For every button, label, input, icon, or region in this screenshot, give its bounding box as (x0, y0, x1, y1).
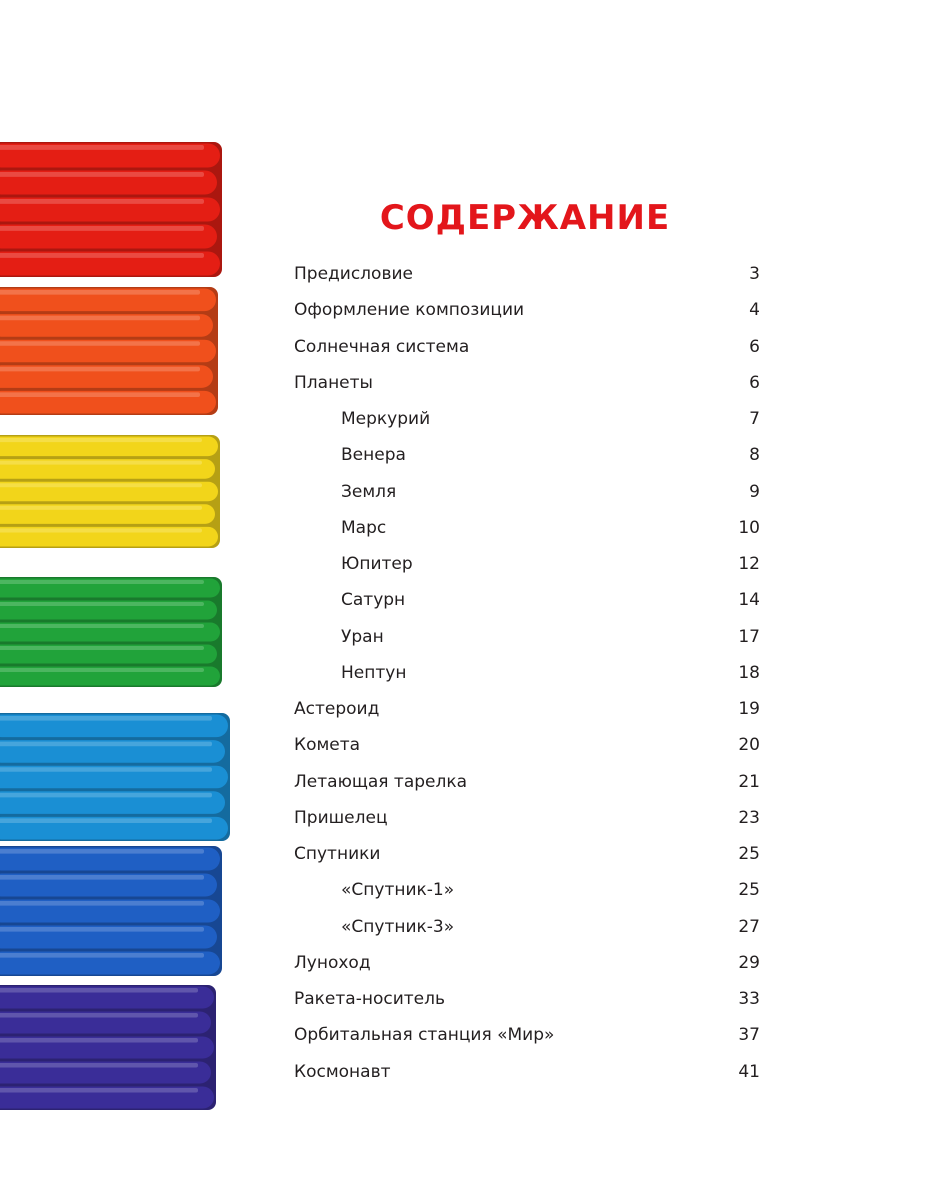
toc-entry (294, 479, 760, 505)
toc-entry-title: «Спутник-3» (341, 916, 455, 937)
toc-entry-page-number: 41 (738, 1061, 760, 1082)
toc-entry-page-number: 7 (749, 409, 760, 429)
toc-entry (294, 1059, 760, 1085)
plasticine-sticks-image (0, 0, 240, 1200)
toc-entry (294, 950, 760, 976)
toc-entry-page-number: 3 (749, 264, 760, 284)
toc-entry (294, 696, 760, 722)
toc-entry-title: Меркурий (341, 409, 431, 429)
toc-entry-page-number: 37 (738, 1025, 760, 1046)
toc-entry (294, 732, 760, 758)
toc-entry (294, 261, 760, 287)
toc-entry-title: Космонавт (294, 1061, 391, 1082)
toc-entry-page-number: 25 (738, 844, 760, 864)
toc-entry (294, 297, 760, 323)
toc-entry-page-number: 33 (738, 989, 760, 1009)
toc-entry (294, 370, 760, 396)
toc-entry-page-number: 21 (738, 771, 760, 792)
toc-entry (294, 515, 760, 541)
toc-entry-page-number: 20 (738, 735, 760, 756)
toc-entry (294, 551, 760, 577)
toc-entry (294, 660, 760, 686)
page-title: СОДЕРЖАНИЕ (379, 198, 671, 238)
toc-entry-title: «Спутник-1» (341, 880, 455, 901)
plasticine-stick (0, 435, 220, 548)
toc-entry-page-number: 9 (749, 481, 760, 502)
toc-entry-title: Луноход (294, 952, 371, 973)
toc-entry-page-number: 25 (738, 880, 760, 901)
toc-entry (294, 805, 760, 831)
toc-entry (294, 986, 760, 1012)
toc-entry (294, 1022, 760, 1048)
toc-entry-title: Солнечная система (294, 336, 470, 357)
toc-entry-page-number: 23 (738, 807, 760, 828)
toc-entry-title: Нептун (341, 662, 407, 683)
toc-entry (294, 406, 760, 432)
toc-entry (294, 877, 760, 903)
plasticine-stick (0, 142, 222, 277)
toc-entry-page-number: 10 (738, 517, 760, 538)
toc-entry-page-number: 6 (749, 336, 760, 357)
toc-entry-page-number: 6 (749, 372, 760, 393)
plasticine-stick (0, 713, 230, 841)
toc-entry-title: Марс (341, 517, 387, 538)
toc-entry-title: Орбитальная станция «Мир» (294, 1025, 555, 1046)
toc-entry (294, 914, 760, 940)
plasticine-stick (0, 577, 222, 687)
toc-entry-page-number: 19 (738, 699, 760, 719)
toc-entry (294, 442, 760, 468)
toc-entry-title: Комета (294, 735, 361, 756)
toc-entry-title: Оформление композиции (294, 300, 525, 321)
toc-entry-page-number: 18 (738, 662, 760, 683)
toc-entry-page-number: 12 (738, 554, 760, 574)
toc-entry-title: Предисловие (294, 264, 413, 284)
toc-entry-title: Уран (341, 626, 384, 647)
toc-entry-title: Астероид (294, 699, 380, 719)
toc-entry (294, 334, 760, 360)
toc-entry (294, 841, 760, 867)
toc-entry-title: Планеты (294, 372, 373, 393)
toc-entry-page-number: 17 (738, 626, 760, 647)
toc-entry-page-number: 4 (749, 300, 760, 321)
toc-entry-title: Пришелец (294, 807, 388, 828)
toc-entry-title: Ракета-носитель (294, 989, 446, 1009)
toc-entry (294, 769, 760, 795)
toc-entry-page-number: 29 (738, 952, 760, 973)
toc-entry-page-number: 14 (738, 590, 760, 611)
plasticine-stick (0, 846, 222, 976)
toc-entry-title: Сатурн (341, 590, 406, 611)
toc-entry-title: Венера (341, 445, 406, 466)
toc-entry-page-number: 8 (749, 445, 760, 466)
toc-entry-title: Земля (341, 481, 397, 502)
toc-entry-page-number: 27 (738, 916, 760, 937)
toc-entry-title: Спутники (294, 844, 381, 864)
plasticine-stick (0, 287, 218, 415)
toc-entry (294, 587, 760, 613)
toc-entry (294, 624, 760, 650)
toc-entry-title: Юпитер (341, 554, 413, 574)
plasticine-stick (0, 985, 216, 1110)
toc-entry-title: Летающая тарелка (294, 771, 468, 792)
